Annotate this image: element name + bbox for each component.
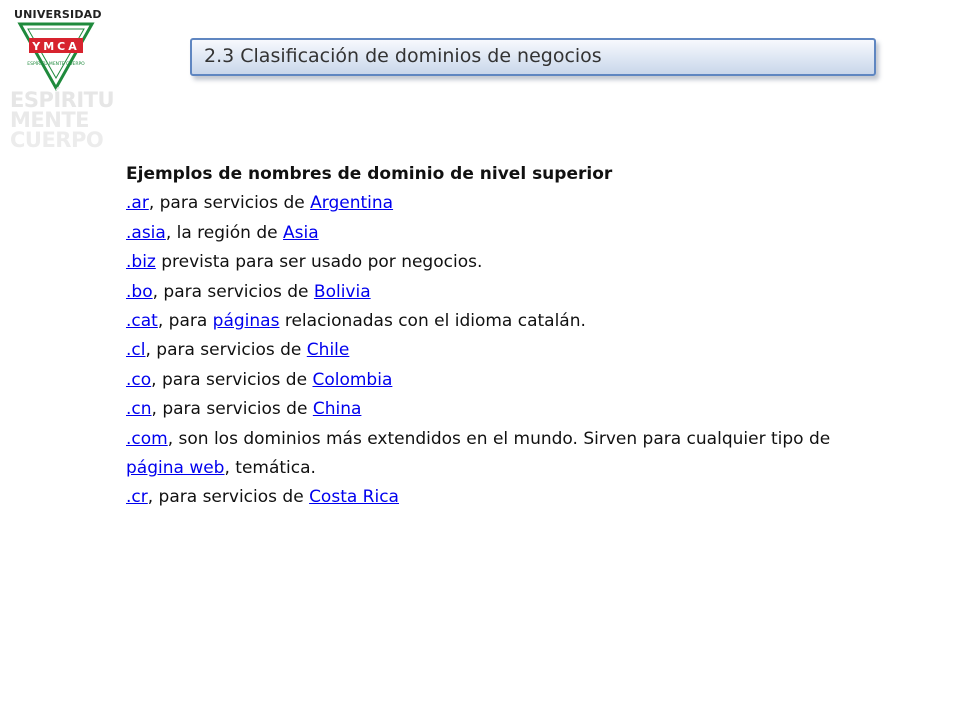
domain-description: , para servicios de — [147, 487, 310, 508]
reference-link[interactable]: Argentina — [310, 193, 394, 214]
reference-link[interactable]: Colombia — [312, 369, 393, 390]
domain-description-tail: relacionadas con el idioma catalán. — [279, 311, 586, 332]
domain-description-tail: , temática. — [224, 458, 316, 479]
domain-list-item — [126, 189, 846, 218]
ymca-logo — [8, 8, 115, 152]
domain-description: , la región de — [165, 222, 284, 243]
motto-word: ESPÍRITU — [10, 88, 115, 112]
domain-link[interactable]: .ar — [126, 193, 149, 214]
reference-link[interactable]: Asia — [283, 222, 319, 243]
domain-description: , para servicios de — [148, 193, 311, 214]
domain-description: prevista para ser usado por negocios. — [155, 252, 483, 273]
domain-list-item — [126, 483, 846, 512]
reference-link[interactable]: Costa Rica — [309, 487, 399, 508]
domain-description: , para — [157, 311, 213, 332]
domain-description: , son los dominios más extendidos en el mundo. Sirven para cualquier tipo de — [167, 428, 831, 449]
svg-text:ESPÍRITU MENTE CUERPO: ESPÍRITU MENTE CUERPO — [27, 62, 85, 67]
motto-word: MENTE — [10, 108, 89, 132]
domain-list-item — [126, 278, 846, 307]
domain-list-item — [126, 366, 846, 395]
domain-description: , para servicios de — [145, 340, 307, 361]
ymca-triangle-emblem-icon — [16, 20, 96, 92]
logo-university-text: UNIVERSIDAD — [14, 8, 102, 21]
domain-list-item — [126, 425, 846, 484]
list-heading: Ejemplos de nombres de dominio de nivel superior — [126, 164, 613, 184]
section-title: 2.3 Clasificación de dominios de negocios — [204, 45, 602, 67]
domain-list-item — [126, 248, 846, 277]
domain-list-item — [126, 219, 846, 248]
domain-link[interactable]: .cl — [126, 340, 146, 361]
domain-list-item — [126, 307, 846, 336]
reference-link[interactable]: página web — [126, 458, 225, 479]
reference-link[interactable]: Chile — [306, 340, 350, 361]
motto-word: CUERPO — [10, 128, 104, 152]
domain-description: , para servicios de — [152, 281, 314, 302]
logo-motto — [10, 90, 120, 150]
domain-list-item — [126, 336, 846, 365]
domain-list-item — [126, 395, 846, 424]
domain-link[interactable]: .cr — [126, 487, 148, 508]
domain-link[interactable]: .cn — [126, 399, 152, 420]
domain-link[interactable]: .bo — [126, 281, 153, 302]
domain-link[interactable]: .cat — [126, 311, 158, 332]
section-title-banner — [190, 38, 876, 76]
domain-link[interactable]: .com — [126, 428, 168, 449]
domain-description: , para servicios de — [151, 399, 313, 420]
domain-link[interactable]: .biz — [126, 252, 156, 273]
domain-link[interactable]: .asia — [126, 222, 166, 243]
svg-text:YMCA: YMCA — [32, 40, 80, 53]
domain-list — [126, 160, 846, 513]
reference-link[interactable]: Bolivia — [313, 281, 371, 302]
reference-link[interactable]: páginas — [212, 311, 280, 332]
domain-link[interactable]: .co — [126, 369, 152, 390]
domain-description: , para servicios de — [151, 369, 313, 390]
reference-link[interactable]: China — [312, 399, 362, 420]
